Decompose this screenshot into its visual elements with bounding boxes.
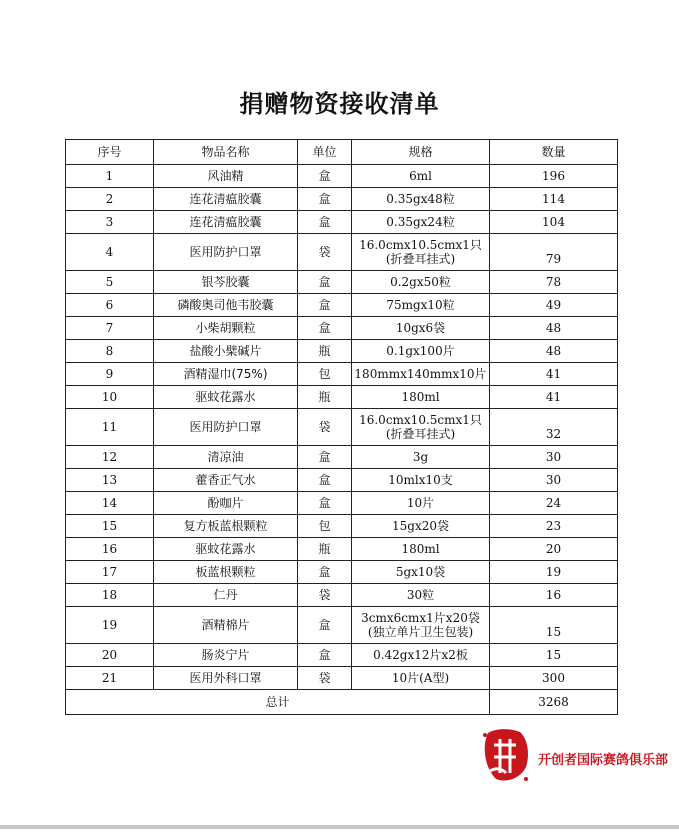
- item-unit: 盒: [298, 211, 352, 234]
- row-number: 17: [66, 561, 154, 584]
- quantity-value: 32: [545, 427, 562, 441]
- row-number: 4: [66, 234, 154, 271]
- row-number: 20: [66, 644, 154, 667]
- item-name: 银芩胶囊: [154, 271, 298, 294]
- item-unit: 瓶: [298, 386, 352, 409]
- item-spec: [352, 234, 490, 271]
- table-row: [66, 561, 618, 584]
- item-unit: 盒: [298, 607, 352, 644]
- spec-line: 5gx10袋: [395, 565, 446, 579]
- spec-line: 16.0cmx10.5cmx1只: [359, 238, 482, 252]
- table-row: [66, 607, 618, 644]
- item-name: 驱蚊花露水: [154, 538, 298, 561]
- item-name: 医用防护口罩: [154, 409, 298, 446]
- item-spec: [352, 165, 490, 188]
- row-number: 10: [66, 386, 154, 409]
- item-quantity: [490, 317, 618, 340]
- header-no: 序号: [66, 140, 154, 165]
- item-quantity: [490, 340, 618, 363]
- quantity-value: 79: [545, 252, 562, 266]
- scan-edge-divider: [0, 825, 679, 829]
- item-unit: 盒: [298, 492, 352, 515]
- item-unit: 盒: [298, 294, 352, 317]
- table-row: [66, 667, 618, 690]
- table-row: [66, 165, 618, 188]
- row-number: 1: [66, 165, 154, 188]
- spec-line: 10mlx10支: [388, 473, 453, 487]
- item-name: 医用防护口罩: [154, 234, 298, 271]
- item-unit: 盒: [298, 446, 352, 469]
- total-label: 总计: [66, 690, 490, 715]
- spec-line: 10片: [406, 496, 435, 510]
- table-row: [66, 644, 618, 667]
- item-spec: [352, 188, 490, 211]
- item-quantity: [490, 271, 618, 294]
- spec-line: 0.42gx12片x2板: [373, 648, 468, 662]
- quantity-value: 24: [545, 496, 562, 510]
- quantity-value: 41: [545, 390, 562, 404]
- row-number: 6: [66, 294, 154, 317]
- item-name: 酒精棉片: [154, 607, 298, 644]
- table-row: [66, 317, 618, 340]
- row-number: 5: [66, 271, 154, 294]
- item-quantity: [490, 667, 618, 690]
- spec-line: 180ml: [401, 390, 440, 404]
- spec-line: 180mmx140mmx10片: [354, 367, 487, 381]
- item-spec: [352, 211, 490, 234]
- item-quantity: [490, 561, 618, 584]
- quantity-value: 15: [545, 625, 562, 639]
- item-unit: 袋: [298, 409, 352, 446]
- table-row: [66, 386, 618, 409]
- item-name: 风油精: [154, 165, 298, 188]
- table-row: [66, 271, 618, 294]
- spec-line: (折叠耳挂式): [385, 252, 456, 266]
- item-spec: [352, 469, 490, 492]
- item-spec: [352, 644, 490, 667]
- item-quantity: [490, 538, 618, 561]
- header-unit: 单位: [298, 140, 352, 165]
- item-spec: [352, 386, 490, 409]
- table-header-row: [66, 140, 618, 165]
- quantity-value: 48: [545, 344, 562, 358]
- row-number: 7: [66, 317, 154, 340]
- row-number: 9: [66, 363, 154, 386]
- quantity-value: 19: [545, 565, 562, 579]
- quantity-value: 30: [545, 473, 562, 487]
- item-quantity: [490, 492, 618, 515]
- item-spec: [352, 446, 490, 469]
- item-name: 小柴胡颗粒: [154, 317, 298, 340]
- item-unit: 盒: [298, 644, 352, 667]
- item-name: 藿香正气水: [154, 469, 298, 492]
- quantity-value: 41: [545, 367, 562, 381]
- spec-line: 0.35gx48粒: [386, 192, 455, 206]
- item-quantity: [490, 188, 618, 211]
- table-row: [66, 469, 618, 492]
- table-row: [66, 584, 618, 607]
- spec-line: 75mgx10粒: [386, 298, 455, 312]
- table-row: [66, 515, 618, 538]
- item-unit: 包: [298, 515, 352, 538]
- item-unit: 盒: [298, 165, 352, 188]
- item-spec: [352, 667, 490, 690]
- item-quantity: [490, 607, 618, 644]
- row-number: 13: [66, 469, 154, 492]
- spec-line: 0.35gx24粒: [386, 215, 455, 229]
- quantity-value: 23: [545, 519, 562, 533]
- item-unit: 瓶: [298, 340, 352, 363]
- quantity-value: 48: [545, 321, 562, 335]
- item-spec: [352, 515, 490, 538]
- item-unit: 袋: [298, 667, 352, 690]
- quantity-value: 300: [542, 671, 565, 685]
- donation-table: [65, 139, 618, 715]
- spec-line: 3g: [412, 450, 429, 464]
- row-number: 3: [66, 211, 154, 234]
- item-spec: [352, 317, 490, 340]
- row-number: 15: [66, 515, 154, 538]
- spec-line: (独立单片卫生包装): [367, 625, 474, 639]
- item-spec: [352, 538, 490, 561]
- quantity-value: 15: [545, 648, 562, 662]
- spec-line: 10gx6袋: [395, 321, 446, 335]
- table-row: [66, 234, 618, 271]
- spec-line: 3cmx6cmx1片x20袋: [361, 611, 480, 625]
- item-name: 仁丹: [154, 584, 298, 607]
- item-quantity: [490, 294, 618, 317]
- item-name: 连花清瘟胶囊: [154, 211, 298, 234]
- item-unit: 袋: [298, 584, 352, 607]
- item-quantity: [490, 446, 618, 469]
- item-quantity: [490, 644, 618, 667]
- table-row: [66, 363, 618, 386]
- total-value: 3268: [490, 690, 618, 715]
- row-number: 8: [66, 340, 154, 363]
- quantity-value: 104: [542, 215, 565, 229]
- row-number: 12: [66, 446, 154, 469]
- item-quantity: [490, 211, 618, 234]
- seal-logo-icon: [476, 727, 532, 785]
- item-name: 驱蚊花露水: [154, 386, 298, 409]
- item-name: 板蓝根颗粒: [154, 561, 298, 584]
- row-number: 19: [66, 607, 154, 644]
- item-quantity: [490, 469, 618, 492]
- table-row: [66, 294, 618, 317]
- table-body: [66, 165, 618, 690]
- table-row: [66, 211, 618, 234]
- spec-line: 30粒: [406, 588, 435, 602]
- item-name: 清凉油: [154, 446, 298, 469]
- table-row: [66, 446, 618, 469]
- item-unit: 盒: [298, 317, 352, 340]
- quantity-value: 16: [545, 588, 562, 602]
- spec-line: 0.1gx100片: [386, 344, 455, 358]
- item-name: 医用外科口罩: [154, 667, 298, 690]
- item-spec: [352, 492, 490, 515]
- item-spec: [352, 271, 490, 294]
- spec-line: 6ml: [409, 169, 432, 183]
- page-title: 捐赠物资接收清单: [239, 89, 440, 118]
- spec-line: 15gx20袋: [392, 519, 449, 533]
- item-name: 盐酸小檗碱片: [154, 340, 298, 363]
- row-number: 2: [66, 188, 154, 211]
- row-number: 21: [66, 667, 154, 690]
- item-spec: [352, 561, 490, 584]
- table-row: [66, 340, 618, 363]
- club-name-watermark: 开创者国际赛鸽俱乐部: [538, 753, 669, 768]
- item-name: 磷酸奥司他韦胶囊: [154, 294, 298, 317]
- spec-line: 10片(A型): [391, 671, 450, 685]
- header-name: 物品名称: [154, 140, 298, 165]
- spec-line: 0.2gx50粒: [390, 275, 451, 289]
- item-name: 酒精湿巾(75%): [154, 363, 298, 386]
- table-row: [66, 188, 618, 211]
- row-number: 11: [66, 409, 154, 446]
- item-name: 复方板蓝根颗粒: [154, 515, 298, 538]
- row-number: 14: [66, 492, 154, 515]
- item-quantity: [490, 515, 618, 538]
- total-row: [66, 690, 618, 715]
- item-unit: 盒: [298, 271, 352, 294]
- item-unit: 袋: [298, 234, 352, 271]
- item-quantity: [490, 363, 618, 386]
- item-unit: 盒: [298, 188, 352, 211]
- table-row: [66, 492, 618, 515]
- item-quantity: [490, 234, 618, 271]
- quantity-value: 20: [545, 542, 562, 556]
- item-unit: 瓶: [298, 538, 352, 561]
- quantity-value: 30: [545, 450, 562, 464]
- item-quantity: [490, 386, 618, 409]
- item-spec: [352, 340, 490, 363]
- spec-line: 180ml: [401, 542, 440, 556]
- quantity-value: 49: [545, 298, 562, 312]
- item-quantity: [490, 165, 618, 188]
- table-row: [66, 409, 618, 446]
- header-qty: 数量: [490, 140, 618, 165]
- quantity-value: 114: [542, 192, 565, 206]
- row-number: 18: [66, 584, 154, 607]
- item-spec: [352, 294, 490, 317]
- item-unit: 盒: [298, 469, 352, 492]
- quantity-value: 78: [545, 275, 562, 289]
- row-number: 16: [66, 538, 154, 561]
- item-name: 肠炎宁片: [154, 644, 298, 667]
- item-unit: 盒: [298, 561, 352, 584]
- item-spec: [352, 363, 490, 386]
- item-unit: 包: [298, 363, 352, 386]
- header-spec: 规格: [352, 140, 490, 165]
- item-spec: [352, 409, 490, 446]
- quantity-value: 196: [542, 169, 565, 183]
- item-quantity: [490, 584, 618, 607]
- item-spec: [352, 607, 490, 644]
- item-name: 酚咖片: [154, 492, 298, 515]
- item-name: 连花清瘟胶囊: [154, 188, 298, 211]
- table-row: [66, 538, 618, 561]
- spec-line: 16.0cmx10.5cmx1只: [359, 413, 482, 427]
- spec-line: (折叠耳挂式): [385, 427, 456, 441]
- item-spec: [352, 584, 490, 607]
- item-quantity: [490, 409, 618, 446]
